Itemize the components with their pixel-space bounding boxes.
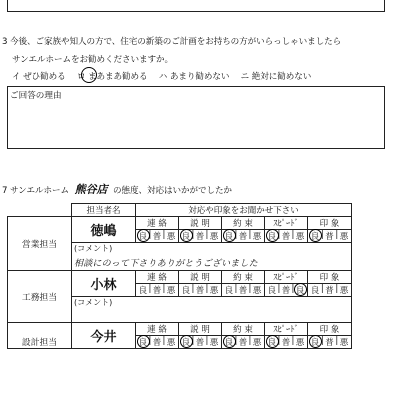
cat-explain: 説 明 xyxy=(179,323,222,336)
comment-handwritten-sales: 相談にのって下さりありがとうございました xyxy=(74,259,258,269)
rating-good-selected[interactable]: 良 xyxy=(138,338,148,348)
q3-option-3[interactable]: ハ あまり勧めない xyxy=(158,72,230,82)
section-design-categories xyxy=(8,323,352,336)
q7-question xyxy=(2,181,232,197)
previous-answer-box xyxy=(7,0,385,12)
rating-bad[interactable]: 悪 xyxy=(339,286,349,296)
rating-bad[interactable]: 悪 xyxy=(339,232,349,242)
rating-average[interactable]: 普 xyxy=(325,286,334,296)
role-construction: 工務担当 xyxy=(8,271,72,323)
rating-average[interactable]: 普 xyxy=(195,232,205,242)
q3-number: 3 xyxy=(2,37,8,47)
rating-bad[interactable]: 悪 xyxy=(252,338,262,348)
rating-good-selected[interactable]: 良 xyxy=(181,232,191,242)
rating-good-selected[interactable]: 良 xyxy=(267,338,277,348)
comment-label: (コメント) xyxy=(74,244,113,253)
rating-bad[interactable]: 悪 xyxy=(252,286,262,296)
rating-average[interactable]: 普 xyxy=(325,232,334,242)
cat-impression: 印 象 xyxy=(308,271,352,284)
staff-name-sales: 徳嶋 xyxy=(72,217,136,243)
q3-line2: サンエルホームをお勧めくださいますか。 xyxy=(12,55,173,65)
comment-label: (コメント) xyxy=(74,298,113,307)
role-sales: 営業担当 xyxy=(8,217,72,271)
cat-impression: 印 象 xyxy=(308,217,352,230)
table-header-row xyxy=(8,204,352,217)
cat-contact: 連 絡 xyxy=(136,323,179,336)
rating-good[interactable]: 良 xyxy=(267,286,277,296)
rating-average[interactable]: 普 xyxy=(195,286,205,296)
rating-bad[interactable]: 悪 xyxy=(166,232,176,242)
staff-evaluation-table xyxy=(7,203,352,349)
cat-speed: ｽﾋﾟｰﾄﾞ xyxy=(265,323,308,336)
rating-average[interactable]: 普 xyxy=(281,232,291,242)
rating-bad[interactable]: 悪 xyxy=(166,338,176,348)
cat-contact: 連 絡 xyxy=(136,271,179,284)
rating-average[interactable]: 普 xyxy=(281,286,291,296)
rating-bad[interactable]: 悪 xyxy=(252,232,262,242)
rating-good-selected[interactable]: 良 xyxy=(224,338,234,348)
header-prompt: 対応や印象をお聞かせ下さい xyxy=(136,204,352,217)
rating-good-selected[interactable]: 良 xyxy=(138,232,148,242)
rating-good[interactable]: 良 xyxy=(138,286,148,296)
rating-average[interactable]: 普 xyxy=(152,286,162,296)
rating-average[interactable]: 普 xyxy=(238,286,248,296)
cat-speed: ｽﾋﾟｰﾄﾞ xyxy=(265,217,308,230)
q3-text: 今後、ご家族や知人の方で、住宅の新築のご計画をお持ちの方がいらっしゃいましたら xyxy=(10,37,342,47)
cat-promise: 約 束 xyxy=(222,271,265,284)
rating-average[interactable]: 普 xyxy=(325,338,334,348)
comment-box-sales[interactable] xyxy=(72,243,352,271)
q3-reason-label: ご回答の理由 xyxy=(10,91,62,101)
rating-average[interactable]: 普 xyxy=(238,232,248,242)
cat-speed: ｽﾋﾟｰﾄﾞ xyxy=(265,271,308,284)
rating-average[interactable]: 普 xyxy=(152,338,162,348)
cat-promise: 約 束 xyxy=(222,217,265,230)
rating-good-selected[interactable]: 良 xyxy=(310,338,320,348)
rating-bad[interactable]: 悪 xyxy=(166,286,176,296)
q3-option-2[interactable]: ロ まあまあ勧める xyxy=(76,72,148,82)
q3-selected-circle-mark xyxy=(81,67,97,83)
rating-bad-selected[interactable]: 良 xyxy=(295,286,305,296)
cat-impression: 印 象 xyxy=(308,323,352,336)
q7-suffix: の態度、対応はいかがでしたか xyxy=(113,186,232,196)
staff-name-construction: 小林 xyxy=(72,271,136,297)
rating-good-selected[interactable]: 良 xyxy=(267,232,277,242)
rating-bad[interactable]: 悪 xyxy=(209,232,219,242)
header-staff-name: 担当者名 xyxy=(72,204,136,217)
section-sales-categories xyxy=(8,217,352,230)
q7-prefix: 7 サンエルホーム xyxy=(2,186,70,196)
section-construction-categories xyxy=(8,271,352,284)
rating-bad[interactable]: 悪 xyxy=(339,338,349,348)
rating-average[interactable]: 普 xyxy=(238,338,248,348)
q3-reason-box[interactable] xyxy=(7,86,385,149)
q3-option-4[interactable]: ニ 絶対に勧めない xyxy=(240,72,312,82)
rating-good[interactable]: 良 xyxy=(310,286,320,296)
section-construction-ratings: 良 | 普 | 悪 良 | 普 | 悪 良 | 普 | 悪 良 | 普 | 良 良 | 普 | 悪 xyxy=(8,284,352,297)
rating-bad[interactable]: 悪 xyxy=(295,338,305,348)
cat-contact: 連 絡 xyxy=(136,217,179,230)
role-design: 設計担当 xyxy=(8,323,72,349)
rating-bad[interactable]: 悪 xyxy=(295,232,305,242)
rating-good[interactable]: 良 xyxy=(181,286,191,296)
rating-bad[interactable]: 悪 xyxy=(209,338,219,348)
q3-options xyxy=(12,70,311,82)
rating-good-selected[interactable]: 良 xyxy=(310,232,320,242)
q7-branch-handwritten: 熊谷店 xyxy=(74,183,108,196)
cat-explain: 説 明 xyxy=(179,217,222,230)
rating-good-selected[interactable]: 良 xyxy=(224,232,234,242)
rating-good-selected[interactable]: 良 xyxy=(181,338,191,348)
comment-box-construction[interactable] xyxy=(72,297,352,323)
q3-option-1[interactable]: イ ぜひ勧める xyxy=(12,72,66,82)
cat-explain: 説 明 xyxy=(179,271,222,284)
rating-average[interactable]: 普 xyxy=(281,338,291,348)
section-design-ratings: 良 | 普 | 悪 良 | 普 | 悪 良 | 普 | 悪 良 | 普 | 悪 良 | 普 | 悪 xyxy=(8,336,352,349)
section-sales-ratings: 良 | 普 | 悪 良 | 普 | 悪 良 | 普 | 悪 良 | 普 | 悪 良 | 普 | 悪 xyxy=(8,230,352,243)
rating-average[interactable]: 普 xyxy=(195,338,205,348)
rating-average[interactable]: 普 xyxy=(152,232,162,242)
rating-good[interactable]: 良 xyxy=(224,286,234,296)
cat-promise: 約 束 xyxy=(222,323,265,336)
q3-line1 xyxy=(2,35,341,47)
rating-bad[interactable]: 悪 xyxy=(209,286,219,296)
staff-name-design: 今井 xyxy=(72,323,136,349)
